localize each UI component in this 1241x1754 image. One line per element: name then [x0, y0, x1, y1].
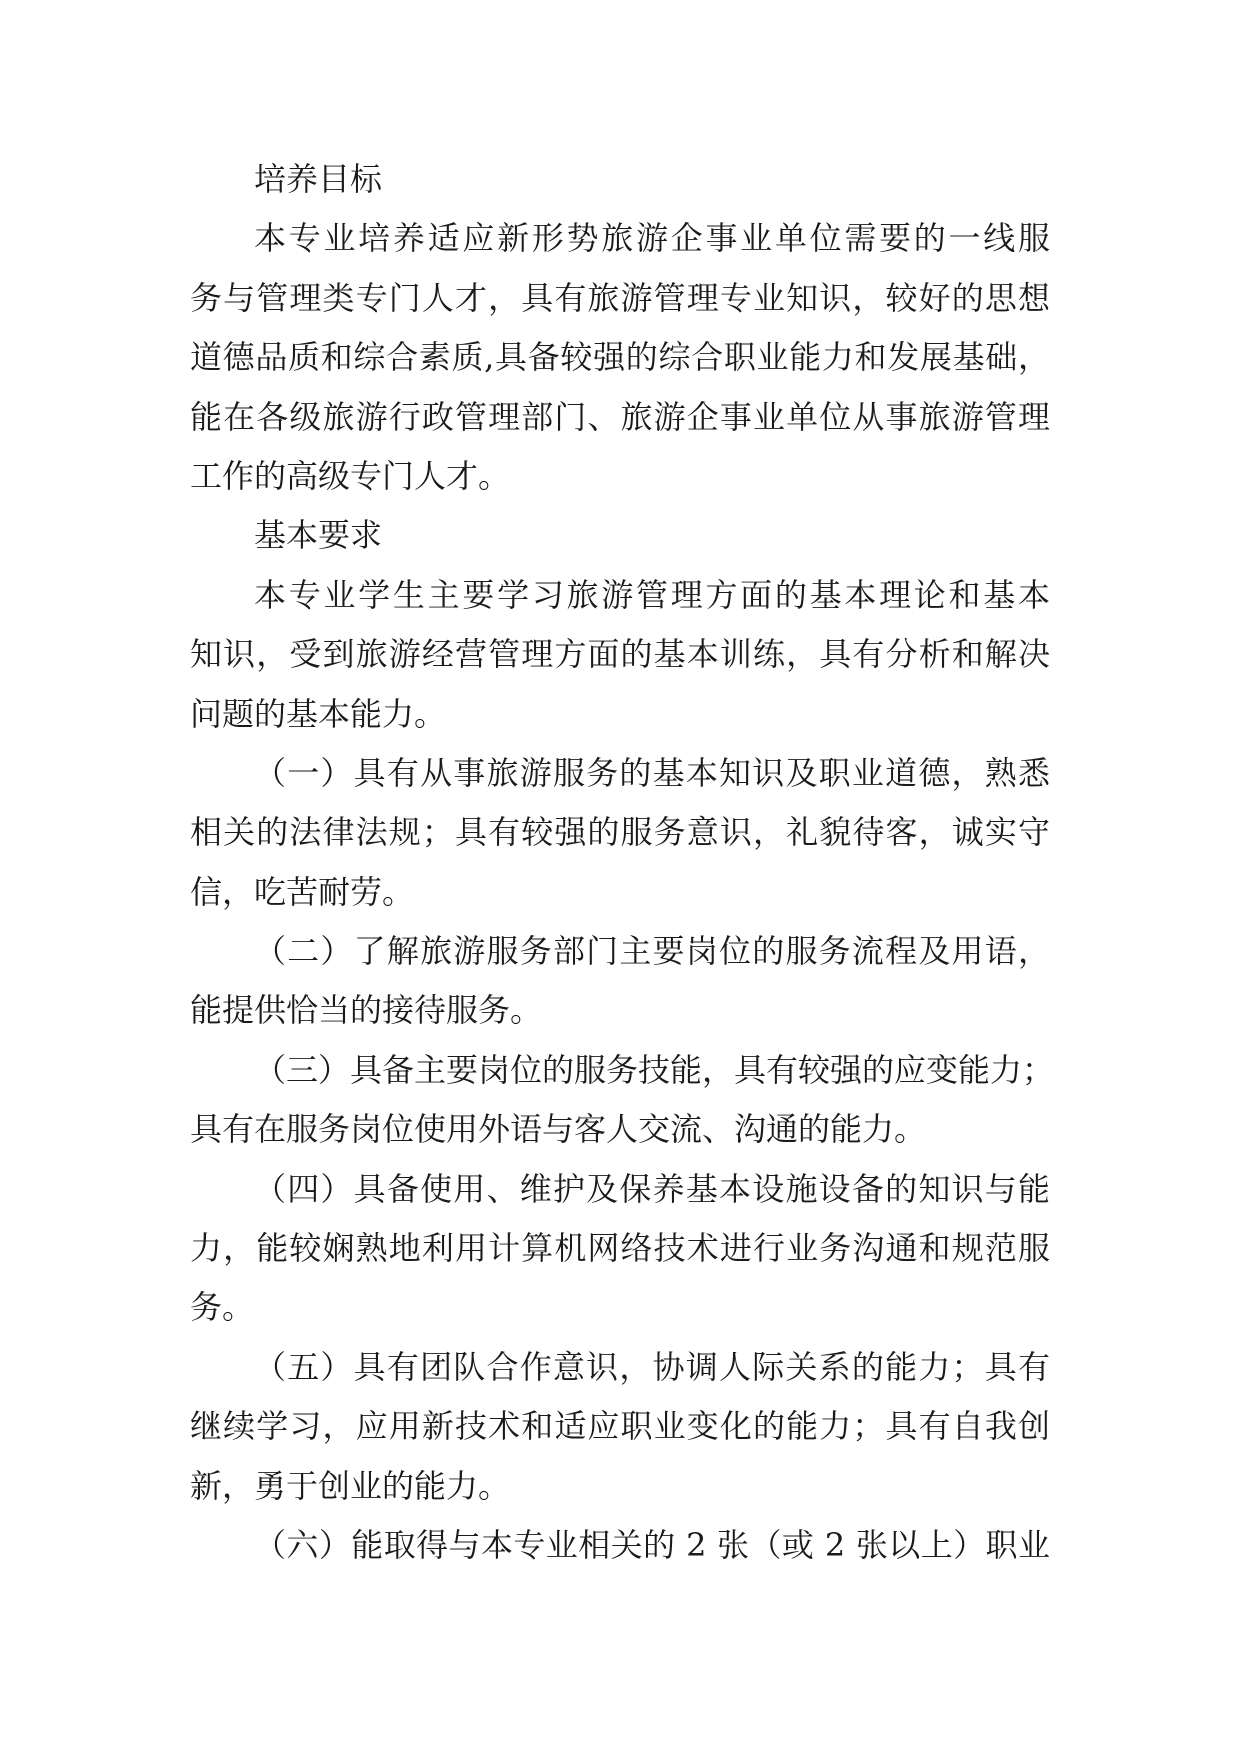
paragraph-line: （四）具备使用、维护及保养基本设施设备的知识与能 — [254, 1169, 1050, 1208]
paragraph-line: 本专业培养适应新形势旅游企事业单位需要的一线服 — [254, 219, 1050, 258]
paragraph-line: 务与管理类专门人才，具有旅游管理专业知识，较好的思想 — [190, 278, 1050, 317]
section-heading: 培养目标 — [254, 160, 383, 198]
paragraph-line: （六）能取得与本专业相关的 2 张（或 2 张以上）职业 — [254, 1525, 1050, 1564]
paragraph-line: 信，吃苦耐劳。 — [190, 872, 415, 911]
training-goal-section — [190, 150, 1050, 506]
paragraph-line: 相关的法律法规；具有较强的服务意识，礼貌待客，诚实守 — [190, 813, 1050, 852]
paragraph-line: 问题的基本能力。 — [190, 694, 447, 733]
document-page — [190, 150, 1055, 1575]
paragraph-line: 工作的高级专门人才。 — [190, 456, 511, 495]
section-heading: 基本要求 — [254, 516, 383, 555]
paragraph-line: （二）了解旅游服务部门主要岗位的服务流程及用语， — [254, 932, 1050, 971]
paragraph-line: 继续学习，应用新技术和适应职业变化的能力；具有自我创 — [190, 1407, 1050, 1446]
paragraph-line: 本专业学生主要学习旅游管理方面的基本理论和基本 — [254, 575, 1050, 614]
paragraph-line: 道德品质和综合素质,具备较强的综合职业能力和发展基础， — [190, 338, 1050, 377]
paragraph-line: 务。 — [190, 1288, 255, 1327]
paragraph-line: （一）具有从事旅游服务的基本知识及职业道德，熟悉 — [254, 753, 1050, 792]
requirement-item — [190, 1516, 1050, 1575]
paragraph-line: 力，能较娴熟地利用计算机网络技术进行业务沟通和规范服 — [190, 1229, 1050, 1268]
paragraph-line: 新，勇于创业的能力。 — [190, 1466, 511, 1505]
requirement-item — [190, 1041, 1055, 1160]
paragraph-line: （三）具备主要岗位的服务技能，具有较强的应变能力； — [254, 1050, 1055, 1089]
requirement-item — [190, 922, 1050, 1041]
requirement-item — [190, 744, 1050, 922]
requirement-item — [190, 1338, 1050, 1516]
paragraph-line: （五）具有团队合作意识，协调人际关系的能力；具有 — [254, 1347, 1050, 1386]
paragraph-line: 知识，受到旅游经营管理方面的基本训练，具有分析和解决 — [190, 635, 1050, 674]
paragraph-line: 能在各级旅游行政管理部门、旅游企事业单位从事旅游管理 — [190, 397, 1050, 436]
paragraph-line: 具有在服务岗位使用外语与客人交流、沟通的能力。 — [190, 1110, 927, 1149]
paragraph-line: 能提供恰当的接待服务。 — [190, 991, 543, 1030]
requirement-item — [190, 1160, 1050, 1338]
basic-requirements-section — [190, 506, 1055, 1575]
